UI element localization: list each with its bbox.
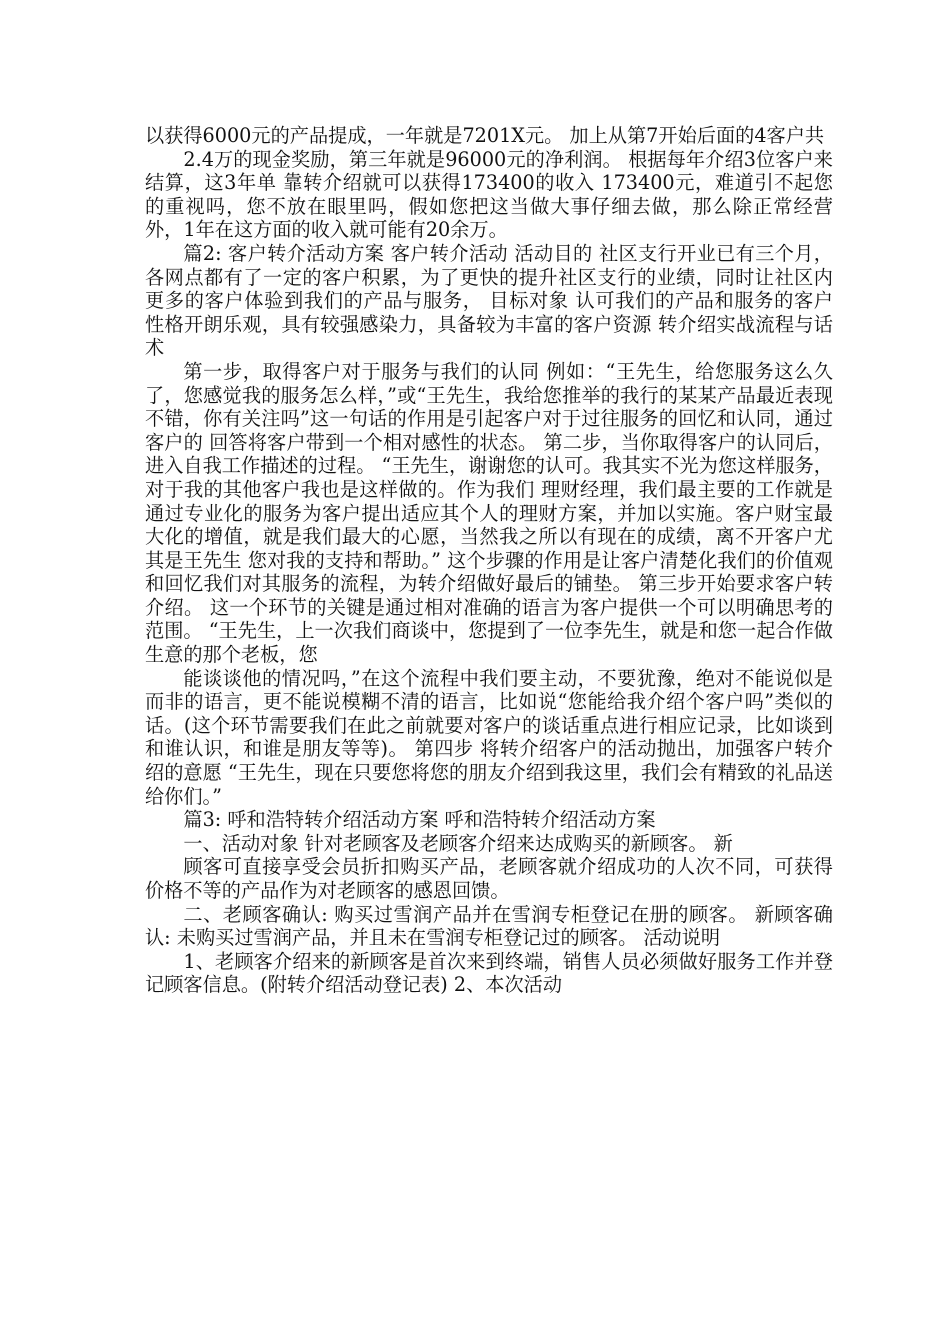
paragraph-1: 以获得6000元的产品提成，一年就是7201X元。 加上从第7开始后面的4客户共 [145, 124, 825, 147]
paragraph-2: 2.4万的现金奖励，第三年就是96000元的净利润。 根据每年介绍3位客户来结算，这3年单 靠转介绍就可以获得173400的收入 173400元，难道引不起您的重视吗，您不放在眼里吗，假如您把这当做大事仔细去做，那么除正常经营外，1年在这方面的收入就可能有20余万。 [145, 147, 833, 242]
paragraph-5: 能谈谈他的情况吗，”在这个流程中我们要主动，不要犹豫，绝对不能说似是而非的语言，更不能说模糊不清的语言，比如说“您能给我介绍个客户吗”类似的话。(这个环节需要我们在此之前就要对客户的谈话重点进行相应记录，比如谈到和谁认识，和谁是朋友等等)。 第四步 将转介绍客户的活动抛出，加强客户转介绍的意愿 “王先生，现在只要您将您的朋友介绍到我这里，我们会有精致的礼品送给你们。” [145, 666, 833, 808]
paragraph-10: 1、老顾客介绍来的新顾客是首次来到终端，销售人员必须做好服务工作并登记顾客信息。(附转介绍活动登记表) 2、本次活动 [145, 949, 833, 997]
document-page [145, 124, 833, 997]
paragraph-7: 一、活动对象 针对老顾客及老顾客介绍来达成购买的新顾客。 新 [183, 831, 733, 855]
paragraph-3: 篇2: 客户转介活动方案 客户转介活动 活动目的 社区支行开业已有三个月，各网点都有了一定的客户积累，为了更快的提升社区支行的业绩，同时让社区内更多的客户体验到我们的产品与服务， 目标对象 认可我们的产品和服务的客户 性格开朗乐观，具有较强感染力，具备较为丰富的客户资源 转介绍实战流程与话术 [145, 241, 833, 360]
paragraph-9: 二、老顾客确认: 购买过雪润产品并在雪润专柜登记在册的顾客。 新顾客确认: 未购买过雪润产品，并且未在雪润专柜登记过的顾客。 活动说明 [145, 902, 833, 950]
paragraph-6: 篇3: 呼和浩特转介绍活动方案 呼和浩特转介绍活动方案 [183, 808, 656, 832]
paragraph-8: 顾客可直接享受会员折扣购买产品，老顾客就介绍成功的人次不同，可获得价格不等的产品作为对老顾客的感恩回馈。 [145, 855, 833, 902]
paragraph-4: 第一步，取得客户对于服务与我们的认同 例如：“王先生，给您服务这么久了，您感觉我的服务怎么样，”或“王先生，我给您推举的我行的某某产品最近表现不错，你有关注吗”这一句话的作用是引起客户对于过往服务的回忆和认同，通过客户的 回答将客户带到一个相对感性的状态。 第二步，当你取得客户的认同后，进入自我工作描述的过程。 “王先生，谢谢您的认可。我其实不光为您这样服务，对于我的其他客户我也是这样做的。作为我们 理财经理，我们最主要的工作就是通过专业化的服务为客户提出适应其个人的理财方案，并加以实施。客户财宝最大化的增值，就是我们最大的心愿，当然我之所以有现在的成绩，离不开客户尤其是王先生 您对我的支持和帮助。” 这个步骤的作用是让客户清楚化我们的价值观和回忆我们对其服务的流程，为转介绍做好最后的铺垫。 第三步开始要求客户转介绍。 这一个环节的关键是通过相对准确的语言为客户提供一个可以明确思考的范围。 “王先生，上一次我们商谈中，您提到了一位李先生，就是和您一起合作做生意的那个老板，您 [145, 359, 833, 667]
